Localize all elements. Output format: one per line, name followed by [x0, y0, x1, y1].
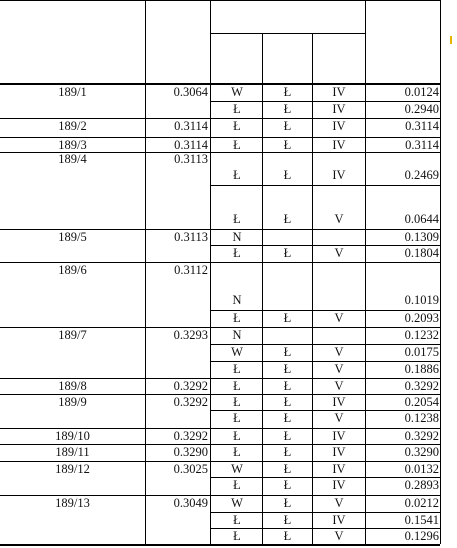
cell-pk: 0.1886 — [404, 362, 439, 376]
cell-pk: 0.3114 — [405, 119, 439, 133]
cell-ofu: Ł — [233, 168, 241, 182]
cell-ozk: IV — [332, 513, 346, 527]
cell-ozk: IV — [332, 462, 346, 476]
cell-nr: 189/6 — [58, 263, 87, 277]
cell-ozk: IV — [332, 168, 346, 182]
cell-ozk: IV — [332, 395, 346, 409]
cell-pow: 0.3292 — [173, 429, 208, 443]
cell-pow: 0.3025 — [173, 462, 208, 476]
cell-pk: 0.0124 — [404, 85, 439, 99]
cell-pk: 0.2940 — [404, 102, 439, 116]
cell-pk: 0.1309 — [404, 230, 439, 244]
cell-nr: 189/13 — [55, 496, 90, 510]
cell-ozu: Ł — [283, 119, 292, 133]
grid-line-horizontal — [210, 33, 365, 34]
cell-ofu: Ł — [233, 311, 241, 325]
cell-ofu: Ł — [233, 212, 241, 226]
cell-ozu: Ł — [283, 212, 292, 226]
cell-ofu: W — [231, 462, 243, 476]
cell-ozu: Ł — [283, 429, 292, 443]
grid-line-vertical — [365, 0, 366, 83]
cell-pk: 0.2469 — [404, 168, 439, 182]
cell-ofu: N — [232, 230, 242, 244]
cell-ofu: Ł — [233, 102, 241, 116]
cell-ozk: V — [334, 379, 344, 393]
cell-pow: 0.3113 — [174, 230, 208, 244]
cell-ozk: V — [334, 411, 344, 425]
cell-ofu: Ł — [233, 478, 241, 492]
cell-pow: 0.3049 — [173, 496, 208, 510]
cell-ozk: IV — [332, 478, 346, 492]
cell-pk: 0.2054 — [404, 395, 439, 409]
cell-ozk: IV — [332, 445, 346, 459]
cell-ozk: V — [334, 529, 344, 543]
edge-marker — [450, 36, 452, 44]
cell-pk: 0.3292 — [404, 379, 439, 393]
cell-nr: 189/9 — [58, 395, 87, 409]
cell-pow: 0.3114 — [174, 138, 208, 152]
cell-pk: 0.2893 — [404, 478, 439, 492]
grid-line-vertical — [440, 0, 441, 83]
cell-ozu: Ł — [283, 362, 292, 376]
cell-pk: 0.2093 — [404, 311, 439, 325]
cell-pk: 0.0175 — [404, 345, 439, 359]
cell-nr: 189/10 — [55, 429, 90, 443]
cell-ofu: Ł — [233, 445, 241, 459]
cell-ofu: Ł — [233, 411, 241, 425]
cell-pk: 0.1019 — [404, 293, 439, 307]
cell-ofu: Ł — [233, 513, 241, 527]
cell-pk: 0.0644 — [404, 212, 439, 226]
cell-ozk: IV — [332, 119, 346, 133]
cell-ozu: Ł — [283, 379, 292, 393]
cell-ozu: Ł — [283, 138, 292, 152]
cell-ofu: W — [231, 496, 243, 510]
cell-nr: 189/1 — [58, 85, 87, 99]
cell-ofu: Ł — [233, 379, 241, 393]
cell-ofu: Ł — [233, 395, 241, 409]
cell-nr: 189/8 — [58, 379, 87, 393]
cell-pow: 0.3290 — [173, 445, 208, 459]
grid-line-horizontal — [210, 185, 440, 186]
cell-pk: 0.1804 — [404, 246, 439, 260]
cell-pk: 0.1232 — [404, 328, 439, 342]
cell-nr: 189/12 — [55, 462, 90, 476]
grid-line-vertical — [210, 0, 211, 83]
cell-nr: 189/11 — [55, 445, 90, 459]
cell-nr: 189/7 — [58, 328, 87, 342]
cell-ozu: Ł — [283, 345, 292, 359]
cell-pk: 0.3292 — [404, 429, 439, 443]
cell-nr: 189/4 — [58, 152, 87, 166]
grid-line-horizontal — [0, 544, 440, 546]
cell-pk: 0.0212 — [404, 496, 439, 510]
cell-ozu: Ł — [283, 85, 292, 99]
cell-ofu: W — [231, 85, 243, 99]
cell-nr: 189/3 — [58, 138, 87, 152]
cell-nr: 189/2 — [58, 119, 87, 133]
cell-nr: 189/5 — [58, 230, 87, 244]
cell-ozu: Ł — [283, 478, 292, 492]
cell-pow: 0.3113 — [174, 152, 208, 166]
cell-ofu: N — [232, 328, 242, 342]
grid-line-vertical — [262, 33, 263, 83]
cell-ofu: Ł — [233, 138, 241, 152]
cell-pow: 0.3292 — [173, 379, 208, 393]
cell-ozu: Ł — [283, 246, 292, 260]
cell-pk: 0.1296 — [404, 529, 439, 543]
cell-ofu: Ł — [233, 529, 241, 543]
cell-pk: 0.1541 — [404, 513, 439, 527]
grid-line-horizontal — [0, 0, 440, 1]
cell-ofu: N — [232, 293, 242, 307]
cell-ozk: V — [334, 246, 344, 260]
cell-pk: 0.3290 — [404, 445, 439, 459]
cell-ozk: V — [334, 496, 344, 510]
cell-ozu: Ł — [283, 445, 292, 459]
cell-pow: 0.3064 — [173, 85, 208, 99]
cell-ofu: Ł — [233, 246, 241, 260]
cell-ozu: Ł — [283, 513, 292, 527]
cell-ozk: IV — [332, 85, 346, 99]
cell-ozu: Ł — [283, 411, 292, 425]
cell-ozu: Ł — [283, 462, 292, 476]
cell-pow: 0.3293 — [173, 328, 208, 342]
cell-pk: 0.1238 — [404, 411, 439, 425]
cell-ozk: IV — [332, 138, 346, 152]
cell-ofu: Ł — [233, 119, 241, 133]
grid-line-vertical — [312, 33, 313, 83]
cell-pow: 0.3112 — [174, 263, 208, 277]
cell-ozu: Ł — [283, 102, 292, 116]
grid-line-vertical — [145, 0, 146, 83]
cell-pk: 0.0132 — [404, 462, 439, 476]
cell-ozk: IV — [332, 429, 346, 443]
cell-ozu: Ł — [283, 529, 292, 543]
cell-ofu: Ł — [233, 429, 241, 443]
cell-ozu: Ł — [283, 496, 292, 510]
cell-ozk: V — [334, 345, 344, 359]
cell-ozu: Ł — [283, 168, 292, 182]
cell-ozk: V — [334, 362, 344, 376]
cell-ozk: V — [334, 311, 344, 325]
cell-pow: 0.3114 — [174, 119, 208, 133]
cell-ofu: Ł — [233, 362, 241, 376]
cell-ofu: W — [231, 345, 243, 359]
cell-ozu: Ł — [283, 395, 292, 409]
cell-ozk: IV — [332, 102, 346, 116]
cell-ozu: Ł — [283, 311, 292, 325]
cell-ozk: V — [334, 212, 344, 226]
cell-pk: 0.3114 — [405, 138, 439, 152]
cell-pow: 0.3292 — [173, 395, 208, 409]
